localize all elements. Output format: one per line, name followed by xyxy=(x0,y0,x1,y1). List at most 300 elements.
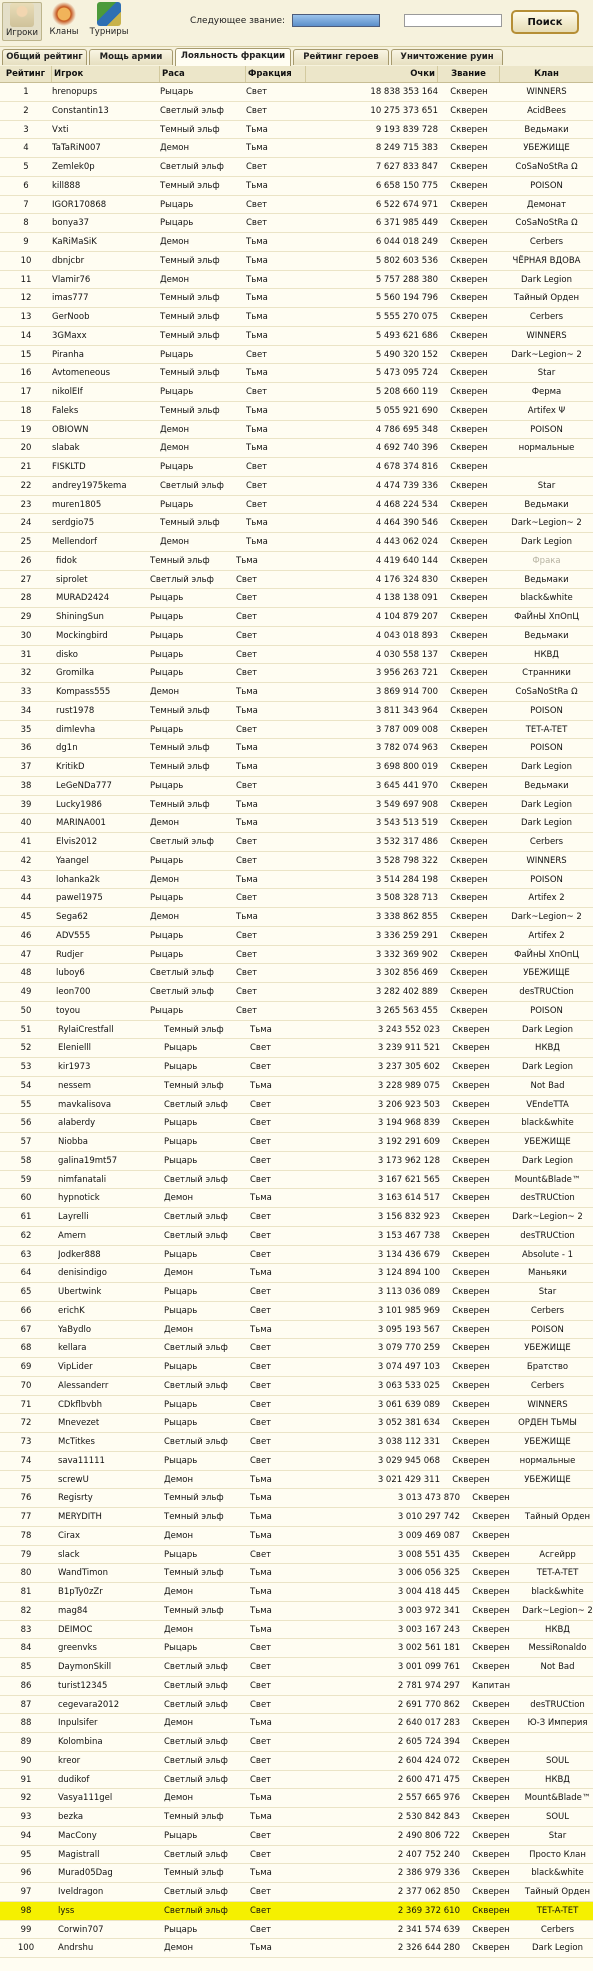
cell-clan[interactable]: Dark Legion xyxy=(520,762,573,772)
column-header-player[interactable]: Игрок xyxy=(52,66,160,82)
cell-clan[interactable]: POISON xyxy=(531,1324,564,1335)
table-row[interactable] xyxy=(0,758,593,777)
cell-player[interactable]: slabak xyxy=(52,443,80,454)
tab-army-power[interactable]: Мощь армии xyxy=(89,49,173,65)
table-row[interactable] xyxy=(0,1733,593,1752)
table-row[interactable] xyxy=(0,552,593,571)
cell-player[interactable]: Faleks xyxy=(52,405,79,416)
table-row[interactable] xyxy=(0,1452,593,1471)
cell-clan[interactable]: TET-A-TET xyxy=(525,724,568,735)
table-row[interactable] xyxy=(0,871,593,890)
cell-player[interactable]: lohanka2k xyxy=(56,874,100,885)
cell-clan[interactable]: black&white xyxy=(520,593,573,604)
cell-player[interactable]: lyss xyxy=(58,1905,75,1916)
cell-clan[interactable]: Star xyxy=(537,368,556,379)
table-row[interactable] xyxy=(0,364,593,383)
cell-clan[interactable]: Просто Клан xyxy=(529,1849,586,1860)
cell-player[interactable]: Andrshu xyxy=(58,1943,94,1954)
cell-clan[interactable]: ФаЙнЫ ХпОпЦ xyxy=(514,612,579,622)
cell-player[interactable]: Mnevezet xyxy=(58,1418,100,1429)
cell-clan[interactable]: SOUL xyxy=(545,1812,570,1822)
table-row[interactable] xyxy=(0,102,593,121)
cell-clan[interactable]: POISON xyxy=(530,874,563,885)
column-header-race[interactable]: Раса xyxy=(160,66,246,82)
table-row[interactable] xyxy=(0,252,593,271)
table-row[interactable] xyxy=(0,983,593,1002)
table-row[interactable] xyxy=(0,233,593,252)
cell-clan[interactable]: Тайный Орден xyxy=(513,293,580,304)
cell-clan[interactable]: Cerbers xyxy=(530,1305,565,1316)
cell-player[interactable]: imas777 xyxy=(52,293,89,304)
cell-player[interactable]: bonya37 xyxy=(52,218,90,229)
cell-player[interactable]: Gromilka xyxy=(56,668,95,679)
column-header-rank[interactable]: Рейтинг xyxy=(0,66,52,82)
cell-clan[interactable]: desTRUCtion xyxy=(520,1193,575,1204)
cell-clan[interactable]: WINNERS xyxy=(527,1399,568,1410)
cell-clan[interactable]: УБЕЖИЩЕ xyxy=(524,1137,571,1147)
cell-clan[interactable]: Artifex 2 xyxy=(528,930,565,941)
nav-clans-button[interactable] xyxy=(46,2,82,37)
table-row[interactable] xyxy=(0,852,593,871)
cell-player[interactable]: screwU xyxy=(58,1474,89,1485)
table-row[interactable] xyxy=(0,1677,593,1696)
cell-player[interactable]: KaRiMaSiK xyxy=(52,237,97,247)
cell-player[interactable]: Ubertwink xyxy=(58,1287,102,1297)
cell-player[interactable]: kill888 xyxy=(52,180,81,191)
table-row[interactable] xyxy=(0,683,593,702)
table-row[interactable] xyxy=(0,664,593,683)
cell-clan[interactable]: POISON xyxy=(530,1005,563,1016)
cell-player[interactable]: Mellendorf xyxy=(52,537,97,547)
table-row[interactable] xyxy=(0,589,593,608)
table-row[interactable] xyxy=(0,1021,593,1040)
cell-clan[interactable]: CoSaNoStRa Ω xyxy=(515,218,578,229)
cell-player[interactable]: Yaangel xyxy=(56,855,89,866)
cell-clan[interactable]: Фрака xyxy=(532,555,561,566)
table-row[interactable] xyxy=(0,327,593,346)
cell-clan[interactable]: УБЕЖИЩЕ xyxy=(524,1437,571,1447)
table-row[interactable] xyxy=(0,1433,593,1452)
cell-player[interactable]: Vlamir76 xyxy=(52,274,91,285)
table-row[interactable] xyxy=(0,1752,593,1771)
cell-clan[interactable]: Dark~Legion~ 2 xyxy=(511,349,582,360)
cell-player[interactable]: TaTaRiN007 xyxy=(52,143,101,154)
table-row[interactable] xyxy=(0,1827,593,1846)
cell-clan[interactable]: MessiRonaldo xyxy=(528,1643,587,1654)
cell-clan[interactable]: Not Bad xyxy=(540,1662,575,1672)
table-row[interactable] xyxy=(0,421,593,440)
cell-player[interactable]: rust1978 xyxy=(56,705,95,716)
cell-player[interactable]: IGOR170868 xyxy=(52,199,107,210)
cell-player[interactable]: turist12345 xyxy=(58,1680,108,1691)
cell-player[interactable]: Iveldragon xyxy=(58,1887,104,1897)
cell-player[interactable]: erichK xyxy=(58,1305,85,1316)
cell-player[interactable]: Kolombina xyxy=(58,1737,103,1747)
cell-clan[interactable]: Dark~Legion~ 2 xyxy=(522,1605,593,1616)
table-row[interactable] xyxy=(0,571,593,590)
table-row[interactable] xyxy=(0,1358,593,1377)
table-row[interactable] xyxy=(0,158,593,177)
cell-player[interactable]: bezka xyxy=(58,1812,84,1822)
table-row[interactable] xyxy=(0,964,593,983)
cell-player[interactable]: Kompass555 xyxy=(56,687,111,697)
table-row[interactable] xyxy=(0,1546,593,1565)
cell-player[interactable]: kellara xyxy=(58,1343,87,1354)
table-row[interactable] xyxy=(0,139,593,158)
table-row[interactable] xyxy=(0,927,593,946)
table-row[interactable] xyxy=(0,1058,593,1077)
table-row[interactable] xyxy=(0,514,593,533)
table-row[interactable] xyxy=(0,1283,593,1302)
cell-player[interactable]: nikolEIf xyxy=(52,387,83,397)
cell-clan[interactable]: Dark Legion xyxy=(520,274,573,285)
cell-player[interactable]: dg1n xyxy=(56,743,78,754)
cell-player[interactable]: Magistrall xyxy=(58,1849,100,1860)
cell-player[interactable]: Vxti xyxy=(52,124,69,135)
cell-clan[interactable]: Cerbers xyxy=(530,1380,565,1391)
table-row[interactable] xyxy=(0,1789,593,1808)
cell-clan[interactable]: POISON xyxy=(530,743,563,754)
table-row[interactable] xyxy=(0,777,593,796)
cell-clan[interactable]: УБЕЖИЩЕ xyxy=(524,1474,571,1485)
cell-player[interactable]: RylaiCrestfall xyxy=(58,1024,114,1035)
cell-clan[interactable]: УБЕЖИЩЕ xyxy=(523,143,570,154)
table-row[interactable] xyxy=(0,1039,593,1058)
cell-clan[interactable]: Cerbers xyxy=(529,837,564,847)
cell-clan[interactable]: УБЕЖИЩЕ xyxy=(523,968,570,979)
cell-player[interactable]: Elenielll xyxy=(58,1043,92,1054)
cell-clan[interactable]: CoSaNoStRa Ω xyxy=(515,162,578,172)
cell-player[interactable]: Niobba xyxy=(58,1137,88,1147)
cell-clan[interactable]: Демонат xyxy=(526,199,567,210)
table-row[interactable] xyxy=(0,1414,593,1433)
cell-clan[interactable]: Dark Legion xyxy=(531,1943,584,1954)
table-row[interactable] xyxy=(0,646,593,665)
table-row[interactable] xyxy=(0,1077,593,1096)
cell-clan[interactable]: SOUL xyxy=(545,1755,570,1766)
cell-clan[interactable]: POISON xyxy=(530,705,563,716)
table-row[interactable] xyxy=(0,1921,593,1940)
cell-clan[interactable]: Absolute - 1 xyxy=(521,1249,574,1260)
cell-player[interactable]: Sega62 xyxy=(56,912,89,922)
table-row[interactable] xyxy=(0,1621,593,1640)
cell-player[interactable]: muren1805 xyxy=(52,499,102,510)
nav-players-button[interactable] xyxy=(2,2,42,41)
column-header-score[interactable]: Очки xyxy=(306,66,438,82)
cell-player[interactable]: kreor xyxy=(58,1755,81,1766)
table-row[interactable] xyxy=(0,346,593,365)
table-row[interactable] xyxy=(0,196,593,215)
cell-player[interactable]: MURAD2424 xyxy=(56,593,110,604)
table-row[interactable] xyxy=(0,946,593,965)
cell-player[interactable]: KritikD xyxy=(56,762,85,772)
column-header-clan[interactable]: Клан xyxy=(534,69,559,79)
cell-player[interactable]: nimfanatali xyxy=(58,1174,107,1185)
table-row[interactable] xyxy=(0,889,593,908)
cell-player[interactable]: toyou xyxy=(56,1005,81,1016)
cell-player[interactable]: MERYDITH xyxy=(58,1512,102,1522)
table-row[interactable] xyxy=(0,308,593,327)
cell-clan[interactable]: УБЕЖИЩЕ xyxy=(524,1343,571,1354)
cell-player[interactable]: DaymonSkill xyxy=(58,1662,112,1672)
cell-player[interactable]: serdgio75 xyxy=(52,518,95,529)
cell-clan[interactable]: ФаЙнЫ ХпОпЦ xyxy=(514,949,579,960)
cell-player[interactable]: Layrelli xyxy=(58,1212,89,1222)
cell-player[interactable]: Mockingbird xyxy=(56,630,108,641)
cell-clan[interactable]: Cerbers xyxy=(529,237,564,247)
cell-player[interactable]: MacCony xyxy=(58,1830,97,1841)
search-input[interactable] xyxy=(404,14,502,27)
table-row[interactable] xyxy=(0,1189,593,1208)
cell-clan[interactable]: Cerbers xyxy=(529,312,564,322)
table-row[interactable] xyxy=(0,477,593,496)
cell-clan[interactable]: POISON xyxy=(530,424,563,435)
cell-player[interactable]: CDkflbvbh xyxy=(58,1399,102,1410)
cell-player[interactable]: denisindigo xyxy=(58,1268,107,1279)
table-row[interactable] xyxy=(0,833,593,852)
cell-clan[interactable]: VEndeTTA xyxy=(526,1099,569,1110)
cell-clan[interactable]: Ферма xyxy=(531,387,562,397)
cell-player[interactable]: kir1973 xyxy=(58,1062,91,1072)
table-row[interactable] xyxy=(0,1152,593,1171)
cell-clan[interactable]: Star xyxy=(537,480,556,491)
cell-player[interactable]: fidok xyxy=(56,555,77,566)
table-row[interactable] xyxy=(0,814,593,833)
table-row[interactable] xyxy=(0,739,593,758)
cell-player[interactable]: Amern xyxy=(58,1230,87,1241)
table-row[interactable] xyxy=(0,1227,593,1246)
cell-clan[interactable]: Маньяки xyxy=(528,1268,567,1279)
table-row[interactable] xyxy=(0,383,593,402)
table-row[interactable] xyxy=(0,1114,593,1133)
cell-player[interactable]: Elvis2012 xyxy=(56,837,98,847)
table-row[interactable] xyxy=(0,83,593,102)
tab-hero-rating[interactable]: Рейтинг героев xyxy=(293,49,389,65)
table-row[interactable] xyxy=(0,1639,593,1658)
table-row[interactable] xyxy=(0,702,593,721)
cell-player[interactable]: Cirax xyxy=(58,1530,81,1541)
cell-player[interactable]: McTitkes xyxy=(58,1437,95,1447)
table-row[interactable] xyxy=(0,1564,593,1583)
cell-player[interactable]: GerNoob xyxy=(52,312,90,322)
cell-clan[interactable]: Dark Legion xyxy=(521,1062,574,1072)
search-button[interactable]: Поиск xyxy=(511,10,579,34)
cell-clan[interactable]: Mount&Blade™ xyxy=(514,1174,581,1185)
table-row[interactable] xyxy=(0,1133,593,1152)
column-header-faction[interactable]: Фракция xyxy=(246,66,306,82)
table-row[interactable] xyxy=(0,1583,593,1602)
tab-general-rating[interactable]: Общий рейтинг xyxy=(2,49,87,65)
cell-clan[interactable]: Ведьмаки xyxy=(524,780,569,791)
tab-ruins-destruction[interactable]: Уничтожение руин xyxy=(391,49,503,65)
table-row[interactable] xyxy=(0,1602,593,1621)
cell-clan[interactable]: Artifex 2 xyxy=(528,893,565,904)
cell-clan[interactable]: Mount&Blade™ xyxy=(524,1793,591,1804)
cell-player[interactable]: Alessanderr xyxy=(58,1380,109,1391)
table-row[interactable] xyxy=(0,1864,593,1883)
cell-player[interactable]: alaberdy xyxy=(58,1118,96,1129)
table-row[interactable] xyxy=(0,1339,593,1358)
cell-player[interactable]: Vasya111gel xyxy=(58,1793,113,1804)
cell-player[interactable]: Inpulsifer xyxy=(58,1718,98,1729)
cell-clan[interactable]: Dark Legion xyxy=(521,1024,574,1035)
table-row[interactable] xyxy=(0,1939,593,1958)
table-row[interactable] xyxy=(0,1302,593,1321)
cell-player[interactable]: disko xyxy=(56,649,79,660)
cell-clan[interactable]: Dark Legion xyxy=(521,1155,574,1166)
cell-clan[interactable]: ОРДЕН ТЬМЫ xyxy=(518,1418,577,1429)
table-row[interactable] xyxy=(0,796,593,815)
cell-clan[interactable]: TET-A-TET xyxy=(536,1905,579,1916)
cell-player[interactable]: dimlevha xyxy=(56,724,96,735)
table-row[interactable] xyxy=(0,1321,593,1340)
table-row[interactable] xyxy=(0,1002,593,1021)
table-row[interactable] xyxy=(0,1846,593,1865)
cell-clan[interactable]: Star xyxy=(548,1830,567,1841)
cell-clan[interactable]: Ю-З Империя xyxy=(527,1718,588,1729)
table-row[interactable] xyxy=(0,177,593,196)
cell-player[interactable]: greenvks xyxy=(58,1643,97,1654)
table-row[interactable] xyxy=(0,439,593,458)
table-row[interactable] xyxy=(0,1489,593,1508)
cell-player[interactable]: Regisrty xyxy=(58,1493,93,1504)
cell-clan[interactable]: desTRUCtion xyxy=(520,1230,575,1241)
cell-player[interactable]: dudikof xyxy=(58,1774,90,1785)
cell-clan[interactable]: нормальные xyxy=(518,443,575,454)
table-row[interactable] xyxy=(0,1696,593,1715)
cell-clan[interactable]: НКВД xyxy=(535,1043,560,1054)
cell-player[interactable]: luboy6 xyxy=(56,968,85,979)
table-row[interactable] xyxy=(0,908,593,927)
cell-player[interactable]: OBIOWN xyxy=(52,424,89,435)
cell-player[interactable]: Murad05Dag xyxy=(58,1868,113,1879)
cell-clan[interactable]: Ведьмаки xyxy=(524,630,569,641)
cell-clan[interactable]: Братство xyxy=(526,1362,569,1372)
cell-player[interactable]: 3GMaxx xyxy=(52,330,87,341)
cell-clan[interactable]: Dark Legion xyxy=(520,799,573,810)
cell-clan[interactable]: Тайный Орден xyxy=(524,1887,591,1897)
cell-clan[interactable]: НКВД xyxy=(534,649,559,660)
cell-clan[interactable]: Ведьмаки xyxy=(524,574,569,585)
cell-clan[interactable]: ЧЁРНАЯ ВДОВА xyxy=(512,255,581,266)
table-row[interactable] xyxy=(0,533,593,552)
table-row[interactable] xyxy=(0,1771,593,1790)
cell-clan[interactable]: WINNERS xyxy=(526,87,567,97)
cell-player[interactable]: Piranha xyxy=(52,349,84,360)
table-row[interactable] xyxy=(0,1883,593,1902)
cell-player[interactable]: FISKLTD xyxy=(52,462,86,472)
cell-clan[interactable]: AcidBees xyxy=(527,105,566,116)
cell-player[interactable]: Corwin707 xyxy=(58,1924,104,1935)
cell-clan[interactable]: Ведьмаки xyxy=(524,124,569,135)
table-row[interactable] xyxy=(0,214,593,233)
cell-clan[interactable]: CoSaNoStRa Ω xyxy=(515,687,578,697)
table-row[interactable] xyxy=(0,402,593,421)
cell-player[interactable]: nessem xyxy=(58,1080,91,1091)
cell-player[interactable]: WandTimon xyxy=(58,1568,109,1579)
cell-player[interactable]: leon700 xyxy=(56,987,91,997)
table-row[interactable] xyxy=(0,496,593,515)
table-row[interactable] xyxy=(0,1658,593,1677)
cell-player[interactable]: VipLider xyxy=(58,1362,93,1372)
cell-player[interactable]: andrey1975kema xyxy=(52,480,127,491)
cell-player[interactable]: hypnotick xyxy=(58,1193,100,1204)
table-row[interactable] xyxy=(0,1396,593,1415)
table-row[interactable] xyxy=(0,1171,593,1190)
column-header-title[interactable]: Звание xyxy=(438,66,500,82)
cell-player[interactable]: YaBydlo xyxy=(58,1324,92,1335)
cell-clan[interactable]: desTRUCtion xyxy=(519,987,574,997)
cell-player[interactable]: ShiningSun xyxy=(56,612,104,622)
cell-clan[interactable]: Dark~Legion~ 2 xyxy=(512,1212,583,1222)
cell-player[interactable]: Zemlek0p xyxy=(52,162,95,172)
cell-player[interactable]: sava11111 xyxy=(58,1455,105,1466)
cell-clan[interactable]: Dark~Legion~ 2 xyxy=(511,912,582,922)
cell-clan[interactable]: black&white xyxy=(531,1587,584,1597)
cell-player[interactable]: ADV555 xyxy=(56,930,91,941)
table-row[interactable] xyxy=(0,608,593,627)
cell-player[interactable]: mavkalisova xyxy=(58,1099,112,1110)
cell-player[interactable]: hrenopups xyxy=(52,87,98,97)
cell-player[interactable]: slack xyxy=(58,1549,80,1560)
cell-clan[interactable]: POISON xyxy=(530,180,563,191)
table-row[interactable] xyxy=(0,458,593,477)
cell-clan[interactable]: Not Bad xyxy=(530,1080,565,1091)
cell-clan[interactable]: Странники xyxy=(522,668,571,679)
cell-clan[interactable]: TET-A-TET xyxy=(536,1568,579,1579)
cell-clan[interactable]: НКВД xyxy=(545,1624,570,1635)
cell-player[interactable]: Constantin13 xyxy=(52,105,109,116)
cell-player[interactable]: pawel1975 xyxy=(56,893,103,904)
tab-faction-loyalty[interactable]: Лояльность фракции xyxy=(175,48,291,66)
cell-player[interactable]: dbnjcbr xyxy=(52,255,85,266)
cell-player[interactable]: LeGeNDa777 xyxy=(56,780,112,791)
cell-clan[interactable]: WINNERS xyxy=(526,330,567,341)
cell-player[interactable]: Avtomeneous xyxy=(52,368,111,379)
cell-player[interactable]: Rudjer xyxy=(56,949,84,960)
cell-clan[interactable]: Ведьмаки xyxy=(524,499,569,510)
table-row[interactable] xyxy=(0,627,593,646)
cell-clan[interactable]: black&white xyxy=(531,1868,584,1879)
table-row[interactable] xyxy=(0,1714,593,1733)
table-row[interactable] xyxy=(0,1096,593,1115)
cell-clan[interactable]: Асгейрр xyxy=(539,1549,576,1560)
cell-clan[interactable]: Star xyxy=(538,1287,557,1297)
table-row[interactable] xyxy=(0,121,593,140)
table-row[interactable] xyxy=(0,271,593,290)
cell-clan[interactable]: Artifex Ψ xyxy=(527,405,566,416)
cell-clan[interactable]: Cerbers xyxy=(540,1924,575,1935)
cell-clan[interactable]: Тайный Орден xyxy=(524,1512,591,1522)
nav-tournaments-button[interactable] xyxy=(84,2,134,37)
cell-clan[interactable]: black&white xyxy=(521,1118,574,1129)
cell-clan[interactable]: Dark Legion xyxy=(520,818,573,829)
table-row[interactable] xyxy=(0,1808,593,1827)
cell-player[interactable]: cegevara2012 xyxy=(58,1699,120,1710)
cell-clan[interactable]: Dark~Legion~ 2 xyxy=(511,518,582,529)
table-row[interactable] xyxy=(0,1377,593,1396)
table-row[interactable] xyxy=(0,1527,593,1546)
cell-player[interactable]: mag84 xyxy=(58,1605,88,1616)
cell-clan[interactable]: нормальные xyxy=(519,1455,576,1466)
table-row[interactable] xyxy=(0,1902,593,1921)
cell-player[interactable]: Jodker888 xyxy=(58,1249,101,1260)
cell-player[interactable]: galina19mt57 xyxy=(58,1155,118,1166)
table-row[interactable] xyxy=(0,1208,593,1227)
cell-player[interactable]: siprolet xyxy=(56,574,88,585)
cell-clan[interactable]: НКВД xyxy=(545,1774,570,1785)
cell-clan[interactable]: WINNERS xyxy=(526,855,567,866)
